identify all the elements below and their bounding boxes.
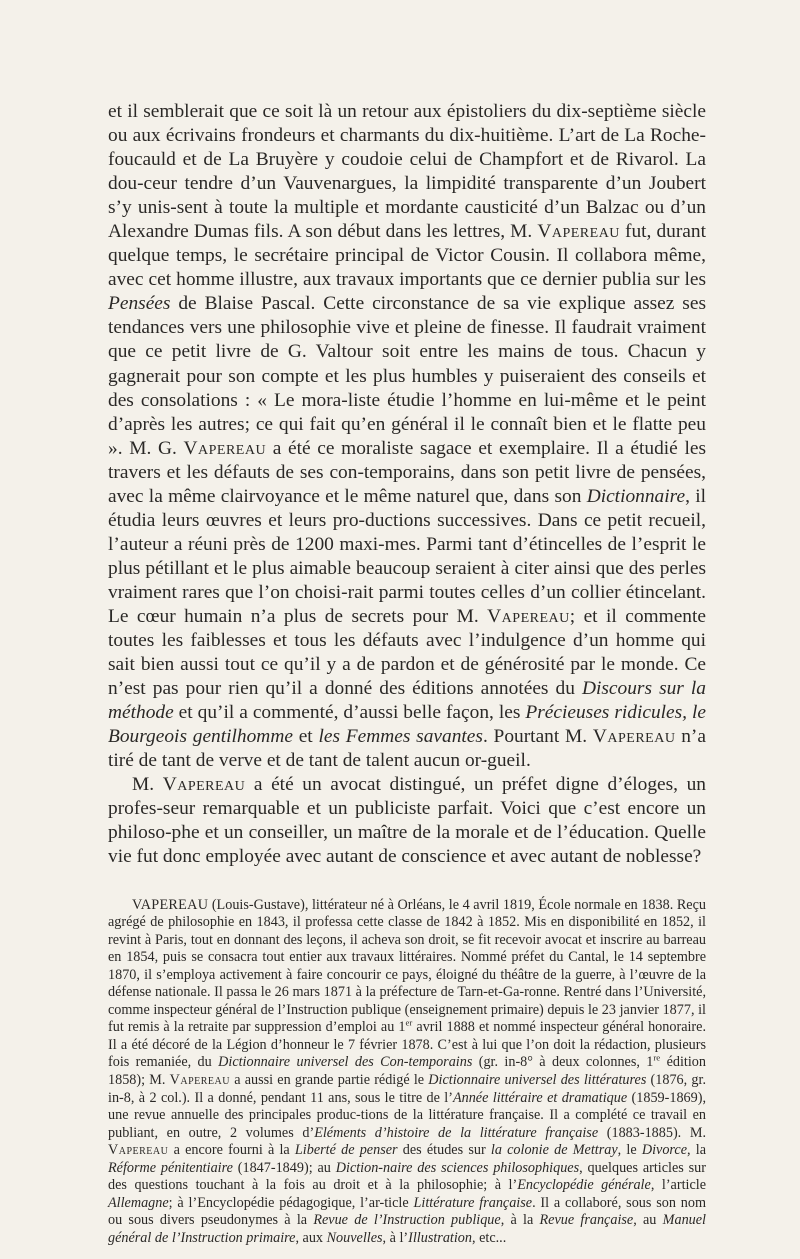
text-segment: , il étudia leurs œuvres et leurs pro-ductions successives. Dans ce petit recueil, l’auteur a réuni près de 1200 maxi-mes. Parmi tant d’étincelles de l’esprit le plus pétillant et le plus aimable beaucoup seraient à citer ainsi que des perles vraiment rares que l’on choisi-rait parmi toutes celles d’un collier étincelant. Le cœur humain n’a plus de secrets pour M.	[108, 485, 706, 627]
biographical-note	[108, 897, 706, 1248]
superscript: er	[405, 1017, 413, 1028]
italic-title: Allemagne	[108, 1194, 169, 1211]
text-segment: M.	[132, 774, 163, 796]
author-name: Vapereau	[537, 221, 620, 243]
text-segment: n’a tiré de tant de verve et de tant de talent aucun or-gueil.	[108, 726, 706, 772]
text-segment: (gr. in-8° à deux colonnes, 1	[472, 1054, 654, 1071]
author-name: Vapereau	[592, 726, 676, 748]
text-segment: , au	[633, 1212, 663, 1229]
text-segment: a aussi en grande partie rédigé le	[229, 1071, 429, 1088]
italic-title: Liberté de penser	[294, 1142, 398, 1159]
text-segment: , l’article	[650, 1177, 707, 1194]
text-segment: (1847-1849); au	[232, 1159, 336, 1176]
text-segment: , la	[687, 1142, 706, 1159]
text-segment: avril 1888 et nommé inspecteur général honoraire. Il a été décoré de la Légion d’honneur le 7 février 1878. C’est à lui que l’on doit la rédaction, plusieurs fois remaniée, du	[108, 1019, 706, 1071]
note-name: VAPEREAU	[132, 896, 209, 913]
italic-title: Eléments d’histoire de la littérature française	[314, 1124, 599, 1141]
text-segment: des études sur	[397, 1142, 491, 1159]
author-name: Vapereau	[169, 1071, 230, 1088]
author-name: Vapereau	[487, 605, 570, 627]
text-segment: ; et il commente toutes les faiblesses et tous les défauts avec l’indulgence d’un homme qui sait bien aussi tout ce qu’il y a de pardon et de générosité par le monde. Ce n’est pas pour rien qu’il a donné des éditions annotées du	[108, 605, 706, 700]
text-segment: , le	[617, 1142, 642, 1159]
text-segment: et il semblerait que ce soit là un retour aux épistoliers du dix-septième siècle ou aux écrivains frondeurs et charmants du dix-huitième. L’art de La Roche-foucauld et de La Bruyère y coudoie celui de Champfort et de Rivarol. La dou-ceur tendre d’un Vauvenargues, la limpidité transparente d’un Joubert s’y unis-sent à toute la multiple et mordante causticité d’un Balzac ou d’un Alexandre Dumas fils. A son début dans les lettres, M.	[108, 101, 706, 243]
main-text	[108, 100, 706, 870]
italic-title: les Femmes savantes	[318, 726, 483, 748]
italic-title: Diction-naire des sciences philosophiques	[335, 1159, 580, 1176]
text-segment: , à l’	[382, 1229, 409, 1246]
paragraph-1	[108, 100, 706, 773]
italic-title: Nouvelles	[326, 1229, 383, 1246]
text-segment: fut, durant quelque temps, le secrétaire principal de Victor Cousin. Il collabora même, avec cet homme illustre, aux travaux importants que ce dernier publia sur les	[108, 221, 706, 291]
italic-title: Revue française	[539, 1212, 634, 1229]
text-segment: et qu’il a commenté, d’aussi belle façon, les	[173, 702, 526, 724]
italic-title: Pensées	[108, 293, 171, 315]
note-paragraph	[108, 897, 706, 1248]
text-segment: a été ce moraliste sagace et exemplaire. Il a étudié les travers et les défauts de ses con-temporains, dans son petit livre de pensées, avec la même clairvoyance et le même naturel que, dans son	[108, 437, 706, 507]
text-segment: ; à l’Encyclopédie pédagogique, l’ar-ticle	[168, 1194, 414, 1211]
italic-title: Divorce	[641, 1142, 687, 1159]
author-name: Vapereau	[108, 1142, 169, 1159]
text-segment: , quelques articles sur des questions touchant à la fois au droit et à la philosophie; à l’	[108, 1159, 707, 1194]
text-segment: a encore fourni à la	[168, 1142, 295, 1159]
italic-title: la colonie de Mettray	[490, 1142, 618, 1159]
text-segment: . Il a collaboré, sous son nom ou sous divers pseudonymes à la	[108, 1194, 706, 1229]
italic-title: Littérature française	[413, 1194, 533, 1211]
text-segment: a été un avocat distingué, un préfet digne d’éloges, un profes-seur remarquable et un publiciste parfait. Voici que c’est encore un philoso-phe et un conseiller, un maître de la morale et de l’éducation. Quelle vie fut donc employée avec autant de conscience et avec autant de noblesse?	[108, 774, 707, 868]
text-segment: édition 1858); M.	[108, 1054, 706, 1088]
italic-title: Dictionnaire universel des Con-temporains	[218, 1054, 473, 1071]
italic-title: Année littéraire et dramatique	[452, 1089, 628, 1106]
text-segment: (1883-1885). M.	[598, 1124, 706, 1141]
italic-title: Manuel général de l’Instruction primaire	[108, 1212, 706, 1246]
text-segment: , etc...	[472, 1229, 507, 1246]
text-segment: , aux	[295, 1229, 327, 1246]
italic-title: Dictionnaire universel des littératures	[428, 1071, 647, 1088]
author-name: Vapereau	[183, 437, 267, 459]
italic-title: Réforme pénitentiaire	[108, 1159, 233, 1176]
italic-title: Dictionnaire	[586, 485, 686, 507]
text-segment: (1876, gr. in-8, à 2 col.). Il a donné, pendant 11 ans, sous le titre de l’	[108, 1071, 706, 1106]
italic-title: Précieuses ridicules, le Bourgeois gentilhomme	[108, 702, 706, 748]
text-segment: , à la	[500, 1212, 540, 1229]
paragraph-2	[108, 773, 706, 869]
italic-title: Discours sur la méthode	[108, 678, 706, 724]
italic-title: Illustration	[408, 1229, 472, 1246]
italic-title: Encyclopédie générale	[517, 1177, 651, 1194]
superscript: re	[653, 1052, 661, 1063]
text-segment: (Louis-Gustave), littérateur né à Orléans, le 4 avril 1819, École normale en 1838. Reçu agrégé de philosophie en 1843, il professa cette classe de 1842 à 1852. Mis en disponibilité en 1852, il revint à Paris, tout en donnant des leçons, il acheva son droit, se fit recevoir avocat et inscrire au barreau en 1854, puis se consacra tout entier aux travaux littéraires. Nommé préfet du Cantal, le 14 septembre 1870, il s’employa activement à faire concourir ce pays, éloigné du théâtre de la guerre, à l’œuvre de la défense nationale. Il passa le 26 mars 1871 à la préfecture de Tarn-et-Ga-ronne. Rentré dans l’Université, comme inspecteur général de l’Instruction publique (enseignement primaire) depuis le 23 janvier 1877, il fut remis à la retraite par suppression d’emploi au 1	[108, 896, 706, 1036]
text-segment: de Blaise Pascal. Cette circonstance de sa vie explique assez ses tendances vers une philosophie vive et pleine de finesse. Il faudrait vraiment que ce petit livre de G. Valtour soit entre les mains de tous. Chacun y gagnerait pour son compte et les plus humbles y puiseraient des conseils et des consolations : « Le mora-liste étudie l’homme en lui-même et le peint d’après les autres; ce qui fait qu’en général il le connaît bien et le flatte peu ». M. G.	[108, 293, 706, 459]
text-segment: . Pourtant M.	[482, 726, 593, 748]
text-segment: et	[292, 726, 319, 748]
text-segment: (1859-1869), une revue annuelle des principales produc-tions de la littérature française. Il a complété ce travail en publiant, en outre, 2 volumes d’	[108, 1089, 706, 1141]
italic-title: Revue de l’Instruction publique	[313, 1212, 501, 1229]
author-name: Vapereau	[162, 774, 246, 796]
